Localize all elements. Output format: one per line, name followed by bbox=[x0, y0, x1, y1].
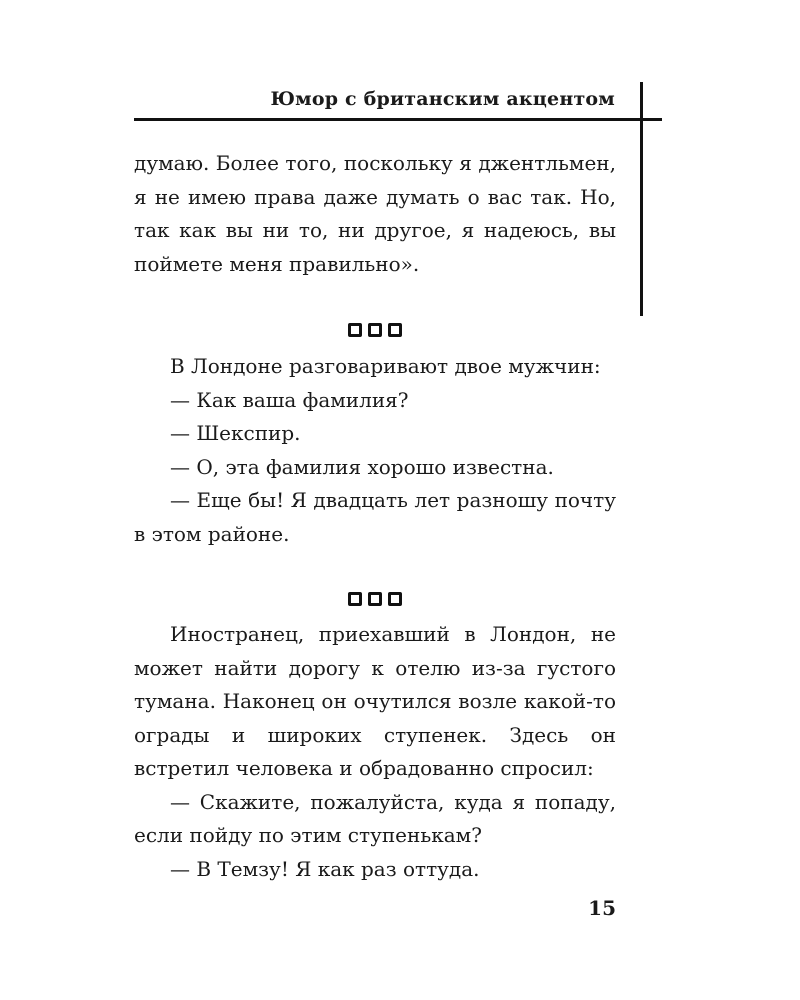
text-block-1 bbox=[134, 147, 616, 281]
ornament-square-icon bbox=[388, 592, 402, 606]
ornament-square-icon bbox=[348, 323, 362, 337]
ornament-square-icon bbox=[368, 323, 382, 337]
paragraph: думаю. Более того, поскольку я джентльмен, я не имею права даже думать о вас так. Но, так как вы ни то, ни другое, я надеюсь, вы поймете меня правильно». bbox=[134, 151, 616, 276]
dialogue-line: — Скажите, пожалуйста, куда я попаду, если пойду по этим ступенькам? bbox=[134, 789, 616, 847]
header-rule bbox=[134, 118, 662, 121]
section-separator bbox=[134, 585, 616, 609]
dialogue-line: — Еще бы! Я двадцать лет разношу почту в этом районе. bbox=[134, 488, 616, 546]
margin-rule bbox=[640, 82, 643, 316]
text-block-2 bbox=[134, 350, 616, 551]
ornament-square-icon bbox=[348, 592, 362, 606]
running-title: Юмор с британским акцентом bbox=[270, 88, 615, 110]
section-separator bbox=[134, 316, 616, 340]
paragraph: Иностранец, приехавший в Лондон, не может найти дорогу к отелю из-за густого тумана. Наконец он очутился возле какой-то ограды и широких ступенек. Здесь он встретил человека и обрадованно спросил: bbox=[134, 622, 616, 780]
paragraph: В Лондоне разговаривают двое мужчин: bbox=[170, 354, 601, 378]
dialogue-line: — О, эта фамилия хорошо известна. bbox=[170, 454, 554, 479]
text-block-3 bbox=[134, 618, 616, 886]
page-number: 15 bbox=[588, 896, 616, 920]
ornament-square-icon bbox=[368, 592, 382, 606]
dialogue-line: — Как ваша фамилия? bbox=[170, 387, 409, 412]
ornament-square-icon bbox=[388, 323, 402, 337]
dialogue-line: — В Темзу! Я как раз оттуда. bbox=[170, 856, 480, 881]
dialogue-line: — Шекспир. bbox=[170, 421, 301, 445]
